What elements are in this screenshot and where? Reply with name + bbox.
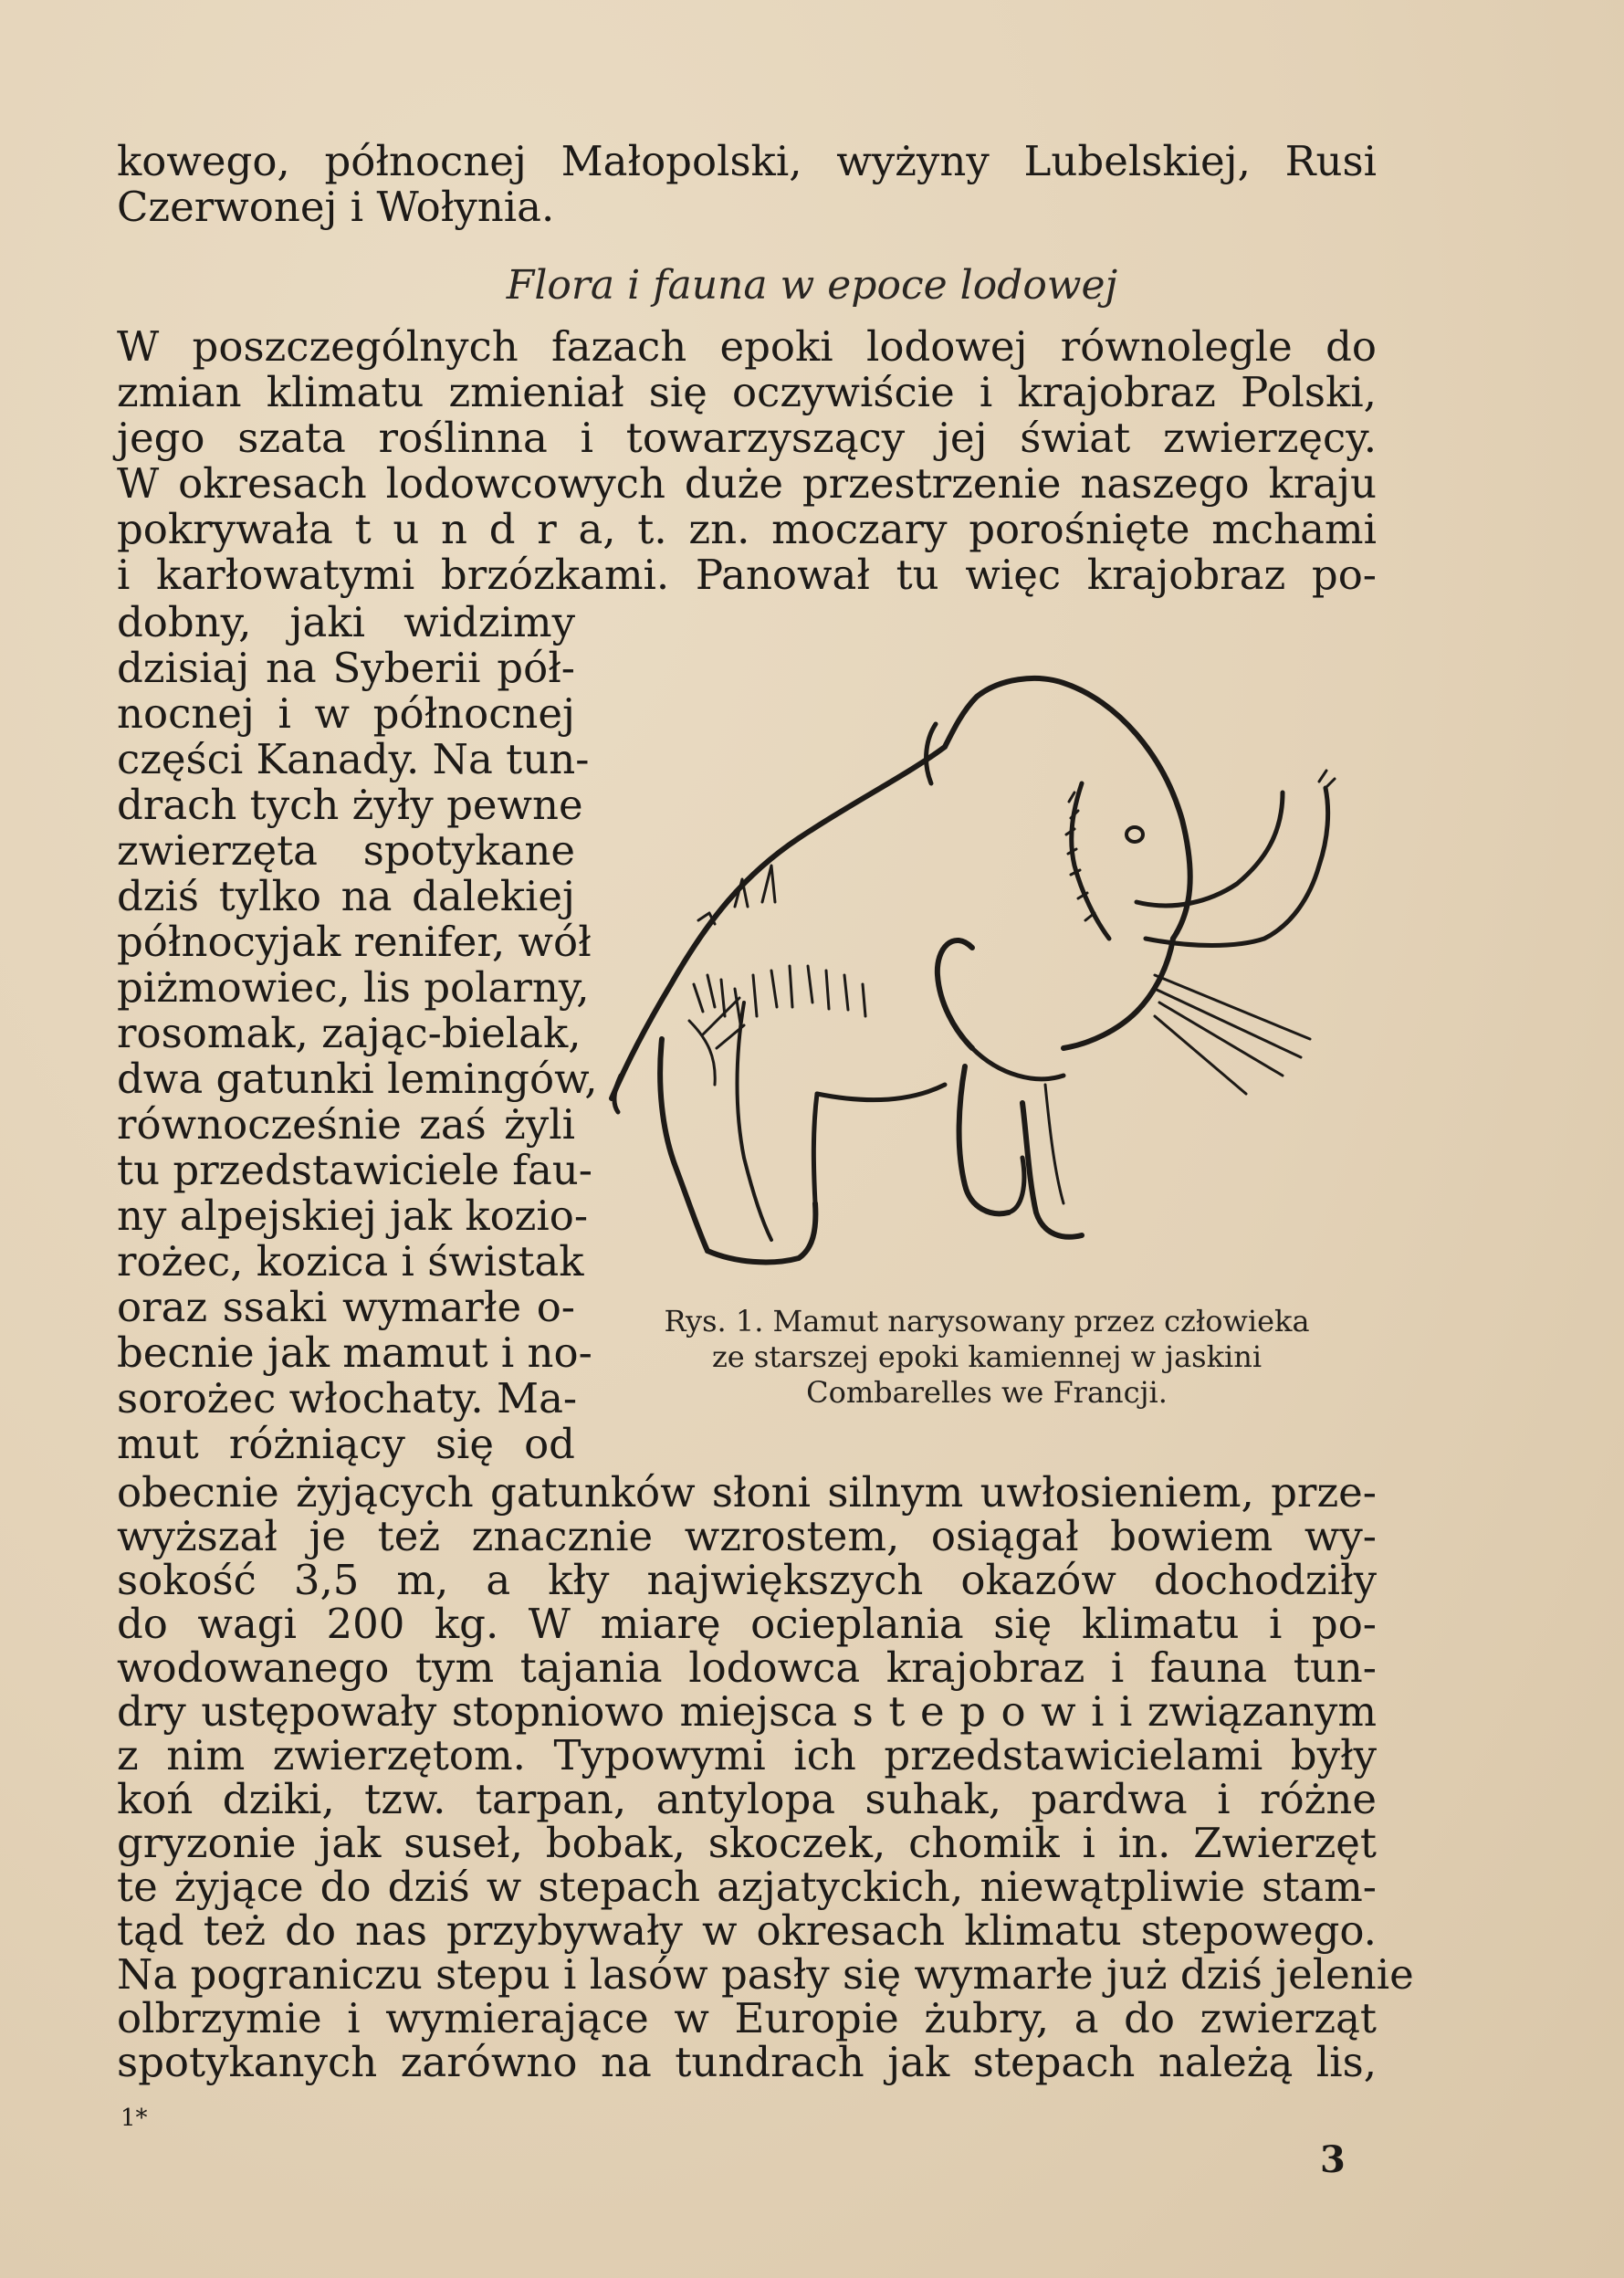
text-line: wodowanego tym tajania lodowca krajobraz i fauna tun-: [117, 1643, 1377, 1692]
text-line: ny alpejskiej jak kozio-: [117, 1191, 589, 1240]
section-title: Flora i fauna w epoce lodowej: [506, 262, 1118, 309]
text-line: wyższał je też znacznie wzrostem, osiągał bowiem wy-: [117, 1512, 1377, 1560]
figure-caption-line: Rys. 1. Mamut narysowany przez człowieka: [664, 1304, 1310, 1338]
text-line: obecnie żyjących gatunków słoni silnym uwłosieniem, prze-: [117, 1468, 1377, 1517]
text-line: W okresach lodowcowych duże przestrzenie naszego kraju: [117, 459, 1377, 508]
figure-caption-line: Combarelles we Francji.: [806, 1375, 1168, 1410]
signature-mark: 1*: [120, 2105, 148, 2132]
text-line: kowego, północnej Małopolski, wyżyny Lubelskiej, Rusi: [117, 137, 1377, 185]
text-line: jego szata roślinna i towarzyszący jej świat zwierzęcy.: [117, 414, 1377, 462]
text-line: zwierzęta spotykane: [117, 826, 575, 875]
text-line: zmian klimatu zmieniał się oczywiście i krajobraz Polski,: [117, 368, 1377, 416]
text-line: równocześnie zaś żyli: [117, 1100, 575, 1149]
text-line: tu przedstawiciele fau-: [117, 1146, 592, 1194]
text-line: dzisiaj na Syberii pół-: [117, 644, 575, 692]
mammoth-icon: [607, 674, 1374, 1269]
figure-caption-line: ze starszej epoki kamiennej w jaskini: [711, 1339, 1263, 1374]
text-line: W poszczególnych fazach epoki lodowej równolegle do: [117, 322, 1377, 371]
text-line: rosomak, zając-bielak,: [117, 1009, 581, 1057]
text-line: sorożec włochaty. Ma-: [117, 1374, 578, 1422]
text-line: koń dziki, tzw. tarpan, antylopa suhak, pardwa i różne: [117, 1775, 1377, 1823]
text-line: gryzonie jak suseł, bobak, skoczek, chomik i in. Zwierzęt: [117, 1819, 1377, 1867]
text-line: północyjak renifer, wół: [117, 918, 592, 966]
text-line: i karłowatymi brzózkami. Panował tu więc krajobraz po-: [117, 551, 1377, 599]
text-line: części Kanady. Na tun-: [117, 735, 590, 783]
text-line: mut różniący się od: [117, 1420, 575, 1468]
text-line: dobny, jaki widzimy: [117, 598, 575, 646]
text-line: pokrywała t u n d r a, t. zn. moczary porośnięte mchami: [117, 505, 1377, 553]
text-line: becnie jak mamut i no-: [117, 1328, 592, 1377]
text-line: tąd też do nas przybywały w okresach klimatu stepowego.: [117, 1906, 1377, 1955]
text-line: te żyjące do dziś w stepach azjatyckich, niewątpliwie stam-: [117, 1863, 1377, 1911]
text-line: dwa gatunki lemingów,: [117, 1055, 598, 1103]
text-line: rożec, kozica i świstak: [117, 1237, 584, 1286]
text-line: olbrzymie i wymierające w Europie żubry, a do zwierząt: [117, 1994, 1377, 2042]
text-line: do wagi 200 kg. W miarę ocieplania się klimatu i po-: [117, 1600, 1377, 1648]
text-line: Czerwonej i Wołynia.: [117, 183, 555, 231]
mammoth-figure: [607, 674, 1374, 1269]
text-line: drach tych żyły pewne: [117, 781, 583, 829]
page-number: 3: [1320, 2138, 1346, 2181]
text-line: spotykanych zarówno na tundrach jak stepach należą lis,: [117, 2038, 1377, 2086]
text-line: oraz ssaki wymarłe o-: [117, 1283, 575, 1331]
text-line: sokość 3,5 m, a kły największych okazów dochodziły: [117, 1556, 1377, 1604]
text-line: dziś tylko na dalekiej: [117, 872, 575, 920]
text-line: Na pograniczu stepu i lasów pasły się wymarłe już dziś jelenie: [117, 1950, 1414, 1999]
text-line: z nim zwierzętom. Typowymi ich przedstawicielami były: [117, 1731, 1377, 1779]
text-line: nocnej i w północnej: [117, 689, 575, 738]
text-line: dry ustępowały stopniowo miejsca s t e p o w i i związanym: [117, 1687, 1377, 1736]
text-line: piżmowiec, lis polarny,: [117, 963, 590, 1012]
